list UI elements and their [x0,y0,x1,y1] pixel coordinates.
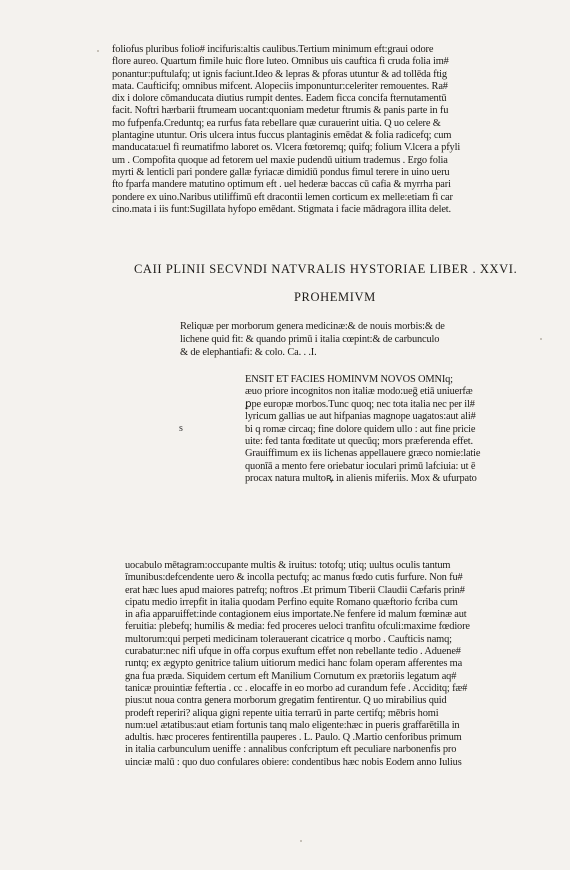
text-line: uocabulo mētagram:occupante multis & iruitus: totofq; utiq; uultus oculis tantum [125,560,451,571]
text-line: in italia carbunculum ueniffe : annalibus confcriptum eft peculiare narbonenfis pro [125,744,457,756]
text-line: foliofus pluribus folio# incifuris:altis caulibus.Tertium minimum eft:graui odore [112,44,434,55]
text-line: uite: fed tanta fœditate ut quecūq; mors præferenda effet. [245,436,473,448]
margin-mark: s [179,423,183,434]
text-line: īmunibus:defcendente uero & incolla pectufq; ac manus fœdo cutis furfure. Non fu# [125,572,463,584]
top-paragraph [112,44,544,216]
text-line: lyricum gallias ue aut hifpanias magnope uagatos:aut ali# [245,411,476,423]
summary-line: lichene quid fit: & quando primū i italia cœpint:& de carbunculo [180,334,440,346]
text-line: um . Compofita quoque ad fetorem uel maxie pudendū uitium trademus . Ergo folia [112,154,448,166]
text-line: pius:ut noua contra genera morborum gregatim fentirentur. Q uo mirabilius quid [125,695,447,707]
text-line: dix i dolore cōmanducata diutius rumpit dentes. Eadem ficca concifa fternutamentū [112,93,447,105]
text-line: uinciæ malū : quo duo confulares obiere: condentibus hæc nobis Eodem anno Iulius [125,756,462,768]
text-line: mo fufpenfa.Creduntq; ea rurfus fata rebellare quæ curauerint uitia. Q uo celere & [112,117,441,129]
text-line: runtq; ex ægypto genitrice talium uitiorum medici hanc folam operam afferentes ma [125,658,463,670]
text-line: gna fua præda. Siquidem certum eft Manilium Cornutum ex prætoriis legatum aq# [125,670,457,682]
text-line: cino.mata i iis funt:Sugillata hyfopo emēdant. Stigmata i facie mādragora illita delet. [112,203,451,215]
body-paragraph [125,560,545,769]
ink-speck [97,50,99,52]
ink-speck [300,840,302,842]
text-line: adultis. hæc proceres fentirentilla pauperes . L. Paulo. Q .Martio cenforibus primum [125,732,462,744]
opening-paragraph [245,374,547,486]
text-line: pondere ex uino.Naribus utiliffimū eft dracontii lemen corticum ex melle:etiam fi car [112,191,453,203]
summary-line: Reliquæ per morborum genera medicinæ:& de nouis morbis:& de [180,321,445,332]
text-line: manducata:uel fi reumatifmo laboret os. Vlcera fœtoremq; quifq; folium V.lcera a pfyli [112,142,461,154]
text-line: ENSIT ET FACIES HOMINVM NOVOS OMNIq; [245,374,453,385]
text-line: num:uel ætatibus:aut etiam fortunis tanq malo eligente:hæc in pueris graffarētilla in [125,719,460,731]
text-line: feruitia: plebefq; humilis & media: fed proceres ueloci tranfitu ofculi:maxime fœdiore [125,621,470,633]
proem-heading: PROHEMIVM [294,290,376,304]
text-line: bi q romæ circaq; fine dolore quidem ullo : aut fine pricie [245,423,476,435]
text-line: procax natura multoꝶ in alienis miferiis. Mox & ufurpato [245,473,477,485]
chapter-summary [180,320,552,360]
book-heading: CAII PLINII SECVNDI NATVRALIS HYSTORIAE LIBER . XXVI. [134,262,518,276]
text-line: æuo priore incognitos non italiæ modo:ueḡ etiā uniuerfæ [245,386,473,398]
summary-line: & de elephantiafi: & colo. Ca. . .I. [180,347,317,359]
text-line: cipatu medio irrepfit in italia quodam Perfino equite Romano quæftorio fcriba cum [125,596,458,608]
text-line: erat hæc lues apud maiores patrefq; noftros .Et primum Tiberii Claudii Cæfaris prin# [125,584,465,596]
text-line: myrti & lenticli pari pondere gallæ fyriacæ dimidiū pondus fimul terere in uino ueru [112,166,450,178]
text-line: mata. Caufticifq; omnibus mifcent. Alopeciis imponuntur:celeriter remouentes. Ra# [112,80,448,92]
text-line: ponantur:puftulafq; ut ignis faciunt.Ideo & lepras & pforas utuntur & ad tollēda ftig [112,68,447,80]
text-line: curabatur:nec nifi ufque in offa corpus exuftum effet non rebellante tedio . Aduene# [125,646,461,658]
text-line: multorum:qui perpeti medicinam tolerauerant cicatrice q morbo . Caufticis namq; [125,633,452,645]
text-line: plantagine utuntur. Oris ulcera intus fuccus plantaginis emēdat & folia radicefq; cum [112,130,452,142]
ink-speck [540,338,542,340]
text-line: Grauiffimum ex iis lichenas appellauere græco nomie:latie [245,448,481,460]
text-line: fto fparfa mandere matutino optimum eft . uel hederæ baccas cū cafia & myrrha pari [112,179,451,191]
text-line: tanicæ prouintiæ feftertia . cc . elocaffe in eo morbo ad curandum fefe . Acciditq; fæ# [125,682,468,694]
text-line: in afia apparuiffet:inde contagionem eius importate.Ne fenfere id malum fœminæ aut [125,609,467,621]
text-line: quonīā a mento fere oriebatur ioculari primū lafciuia: ut ē [245,460,476,472]
text-line: flore aureo. Quartum fimile huic flore luteo. Omnibus uis cauftica fi cruda folia im# [112,56,449,68]
text-line: prodeft reperiri? aliqua gigni repente uitia terrarū in parte certifq; mēbris homi [125,707,439,719]
text-line: facit. Noftri hærbarii ftrumeam uocant:quoniam medetur ftrumis & panis parte in fu [112,105,449,117]
text-line: ꝑpe europæ morbos.Tunc quoq; nec tota italia nec per il# [245,398,475,410]
